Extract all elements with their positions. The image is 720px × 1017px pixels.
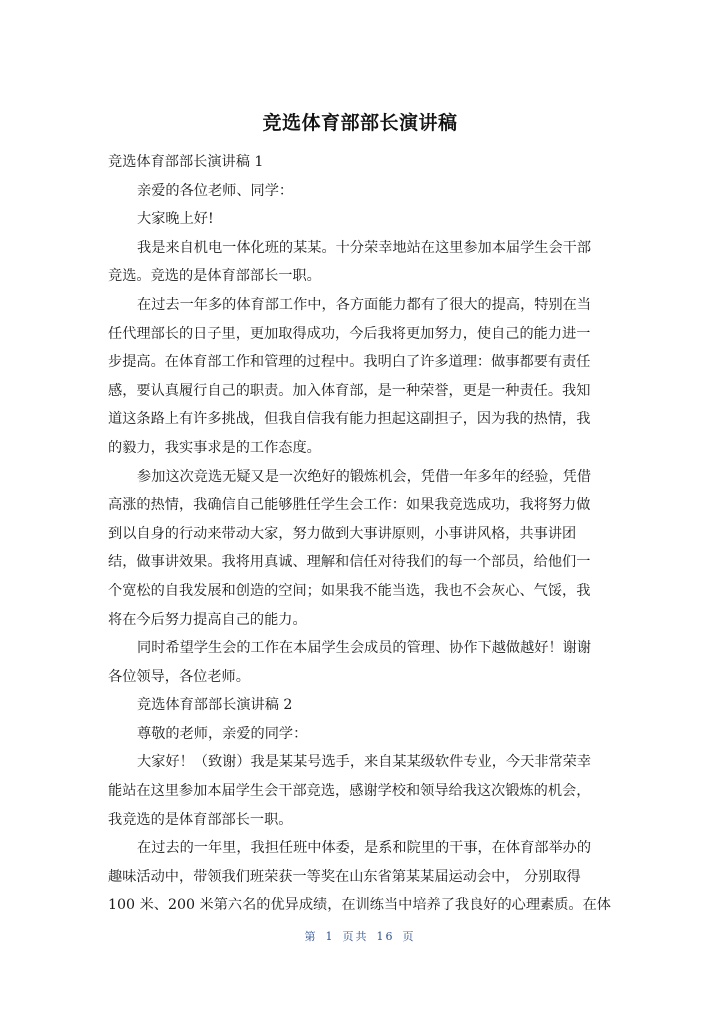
document-body	[108, 148, 611, 920]
text-line: 个宽松的自我发展和创造的空间；如果我不能当选，我也不会灰心、气馁，我	[108, 582, 591, 599]
text-line: 步提高。在体育部工作和管理的过程中。我明白了许多道理：做事都要有责任	[108, 354, 591, 371]
text-line: 参加这次竞选无疑又是一次绝好的锻炼机会，凭借一年多年的经验，凭借	[137, 468, 592, 485]
page-footer	[0, 928, 720, 944]
page-number: 1	[325, 930, 335, 943]
text-line: 竞选。竞选的是体育部部长一职。	[108, 268, 321, 285]
text-line: 我是来自机电一体化班的某某。十分荣幸地站在这里参加本届学生会干部	[137, 239, 592, 256]
text-line: 趣味活动中，带领我们班荣获一等奖在山东省第某某届运动会中， 分别取得	[108, 868, 581, 885]
page-label-suffix: 页	[402, 930, 416, 943]
text-line: 亲爱的各位老师、同学：	[137, 182, 294, 199]
text-line: 结，做事讲效果。我将用真诚、理解和信任对待我们的每一个部员，给他们一	[108, 554, 591, 571]
text-line: 尊敬的老师，亲爱的同学：	[137, 725, 308, 742]
text-line: 竞选体育部部长演讲稿 1	[108, 154, 264, 170]
text-line: 在过去一年多的体育部工作中，各方面能力都有了很大的提高，特别在当	[137, 296, 592, 313]
page-label-mid: 页共	[342, 930, 369, 943]
text-line: 到以自身的行动来带动大家，努力做到大事讲原则，小事讲风格，共事讲团	[108, 525, 577, 542]
text-line: 感，要认真履行自己的职责。加入体育部，是一种荣誉，更是一种责任。我知	[108, 382, 591, 399]
text-line: 的毅力，我实事求是的工作态度。	[108, 439, 321, 456]
text-line: 将在今后努力提高自己的能力。	[108, 611, 307, 628]
page-label-prefix: 第	[304, 930, 318, 943]
text-line: 竞选体育部部长演讲稿 2	[137, 697, 293, 714]
text-line: 100 米、200 米第六名的优异成绩，在训练当中培养了我良好的心理素质。在体	[108, 897, 611, 914]
text-line: 我竞选的是体育部部长一职。	[108, 811, 293, 828]
document-title: 竞选体育部部长演讲稿	[262, 112, 458, 134]
text-line: 在过去的一年里，我担任班中体委，是系和院里的干事，在体育部举办的	[137, 840, 592, 857]
text-line: 高涨的热情，我确信自己能够胜任学生会工作：如果我竞选成功，我将努力做	[108, 497, 591, 514]
text-line: 能站在这里参加本届学生会干部竞选，感谢学校和领导给我这次锻炼的机会，	[108, 783, 591, 800]
text-line: 道这条路上有许多挑战，但我自信我有能力担起这副担子，因为我的热情，我	[108, 411, 591, 428]
text-line: 任代理部长的日子里，更加取得成功，今后我将更加努力，使自己的能力进一	[108, 325, 591, 342]
text-line: 大家晚上好!	[137, 211, 214, 228]
text-line: 大家好！（致谢）我是某某号选手，来自某某级软件专业，今天非常荣幸	[137, 754, 592, 771]
text-line: 同时希望学生会的工作在本届学生会成员的管理、协作下越做越好！谢谢	[137, 640, 592, 657]
total-pages: 16	[376, 930, 395, 943]
text-line: 各位领导，各位老师。	[108, 668, 250, 685]
